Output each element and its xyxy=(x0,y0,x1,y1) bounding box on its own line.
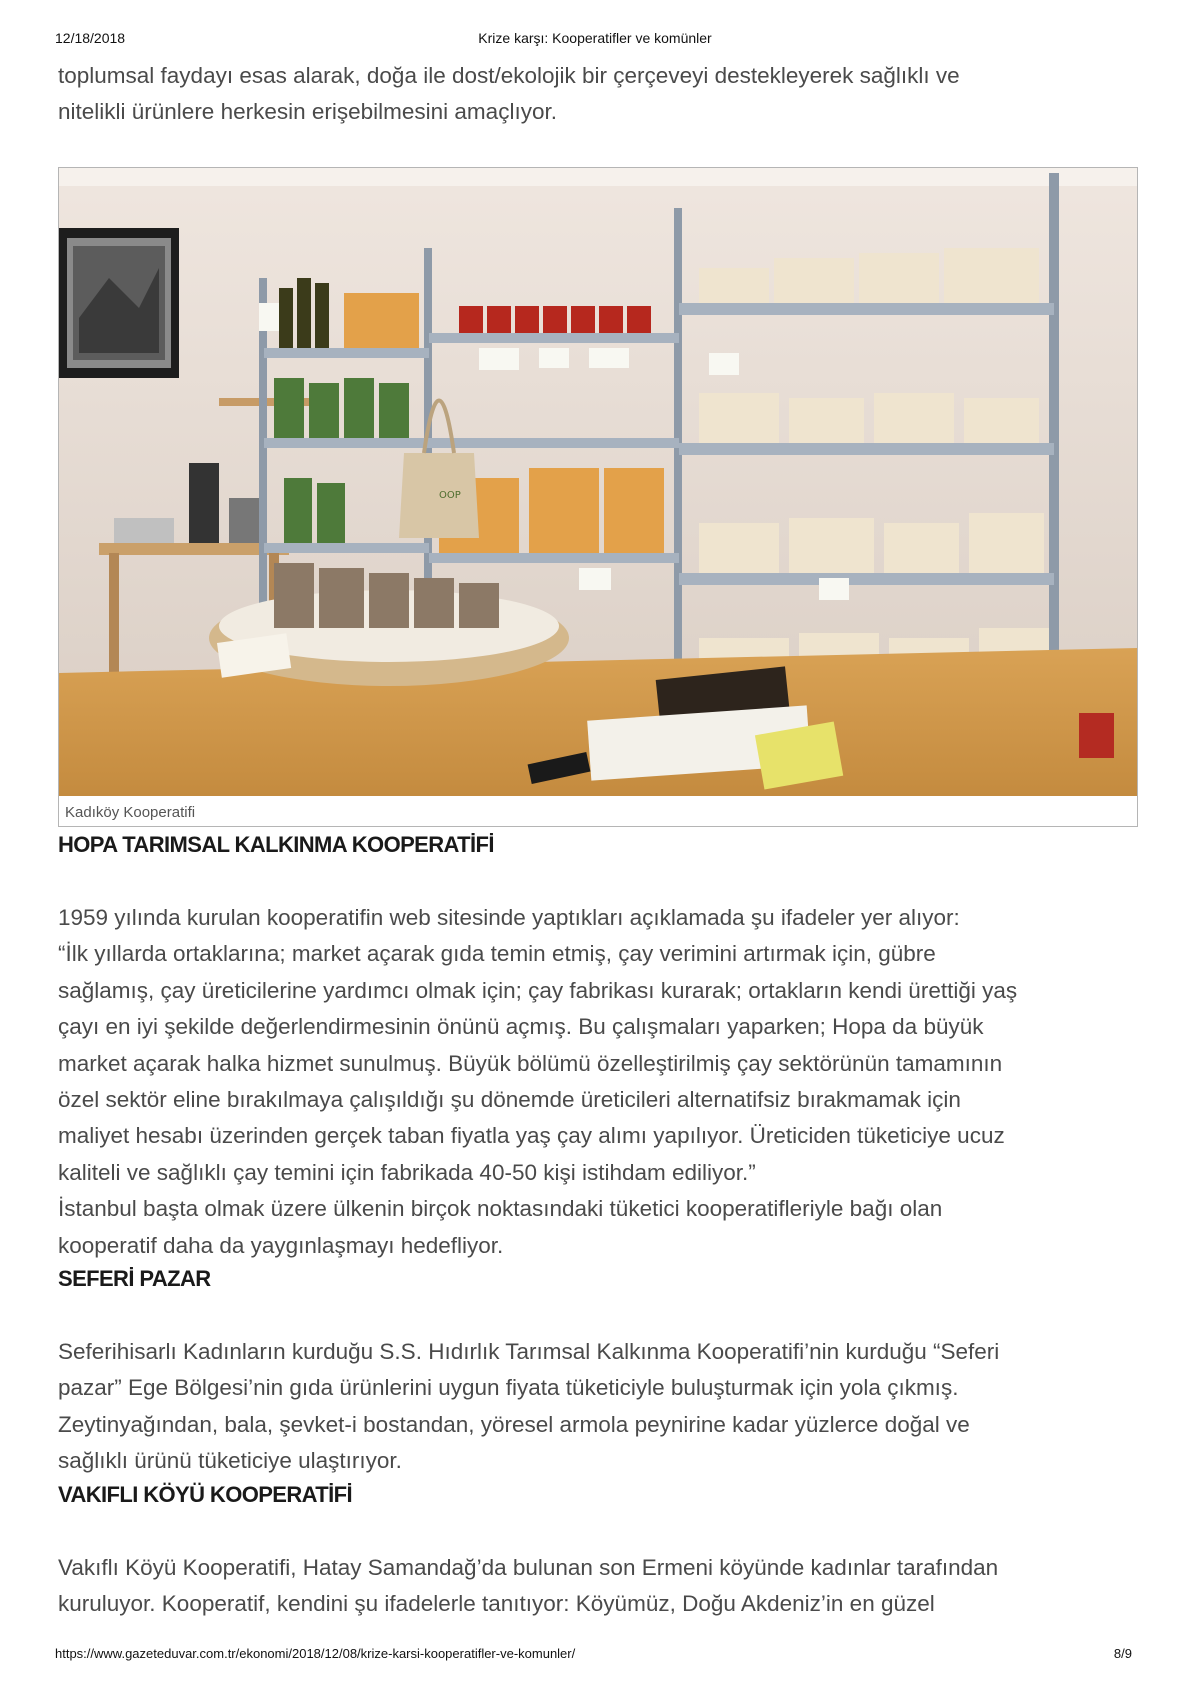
paragraph-line: market açarak halka hizmet sunulmuş. Büyük bölümü özelleştirilmiş çay sektörünün tamamının xyxy=(58,1050,1003,1076)
photo-figure xyxy=(58,167,1138,827)
paragraph-line: 1959 yılında kurulan kooperatifin web sitesinde yaptıkları açıklamada şu ifadeler yer alıyor: xyxy=(58,905,960,930)
section-heading-seferi-pazar: SEFERİ PAZAR xyxy=(58,1266,211,1292)
section-heading-hopa: HOPA TARIMSAL KALKINMA KOOPERATİFİ xyxy=(58,832,494,857)
intro-line: toplumsal faydayı esas alarak, doğa ile dost/ekolojik bir çerçeveyi destekleyerek sağlıklı ve xyxy=(58,63,960,88)
paragraph-line: sağlamış, çay üreticilerine yardımcı olmak için; çay fabrikası kurarak; ortakların kendi ürettiği yaş xyxy=(58,977,1018,1003)
paragraph-line: kooperatif daha da yaygınlaşmayı hedefliyor. xyxy=(58,1232,504,1258)
paragraph-line: maliyet hesabı üzerinden gerçek taban fiyatla yaş çay alımı yapılıyor. Üreticiden tüketiciye ucuz xyxy=(58,1123,1005,1149)
paragraph-line: Seferihisarlı Kadınların kurduğu S.S. Hıdırlık Tarımsal Kalkınma Kooperatifi’nin kurduğu “Seferi xyxy=(58,1339,1000,1365)
article-body xyxy=(58,830,1138,1623)
section-heading-vakifli: VAKIFLI KÖYÜ KOOPERATİFİ xyxy=(58,1481,353,1507)
cooperative-shop-photo xyxy=(59,168,1137,796)
paragraph-line: kaliteli ve sağlıklı çay temini için fabrikada 40-50 kişi istihdam ediliyor.” xyxy=(58,1159,756,1185)
paragraph-line: kuruluyor. Kooperatif, kendini şu ifadelerle tanıtıyor: Köyümüz, Doğu Akdeniz’in en güzel xyxy=(58,1591,935,1617)
print-url: https://www.gazeteduvar.com.tr/ekonomi/2018/12/08/krize-karsi-kooperatifler-ve-komunler/ xyxy=(55,1646,576,1661)
photo-caption: Kadıköy Kooperatifi xyxy=(65,804,196,821)
paragraph-line: Vakıflı Köyü Kooperatifi, Hatay Samandağ’da bulunan son Ermeni köyünde kadınlar tarafından xyxy=(58,1554,999,1580)
print-page-title: Krize karşı: Kooperatifler ve komünler xyxy=(478,30,712,46)
paragraph-line: “İlk yıllarda ortaklarına; market açarak gıda temin etmiş, çay verimini artırmak için, gübre xyxy=(58,941,936,967)
paragraph-line: özel sektör eline bırakılmaya çalışıldığı şu dönemde üreticileri alternatifsiz bırakmamak için xyxy=(58,1087,961,1113)
paragraph-line: İstanbul başta olmak üzere ülkenin birçok noktasındaki tüketici kooperatifleriyle bağı olan xyxy=(58,1196,943,1222)
page-number: 8/9 xyxy=(1113,1646,1132,1661)
paragraph-line: Zeytinyağından, bala, şevket-i bostandan, yöresel armola peynirine kadar yüzlerce doğal ve xyxy=(58,1411,970,1437)
paragraph-line: çayı en iyi şekilde değerlendirmesinin önünü açmış. Bu çalışmaları yaparken; Hopa da büyük xyxy=(58,1014,984,1040)
print-date: 12/18/2018 xyxy=(55,30,126,46)
tote-bag-print: OOP xyxy=(439,490,461,501)
intro-line: nitelikli ürünlere herkesin erişebilmesini amaçlıyor. xyxy=(58,99,557,125)
intro-block xyxy=(58,58,1138,131)
paragraph-line: pazar” Ege Bölgesi’nin gıda ürünlerini uygun fiyata tüketiciyle buluşturmak için yola çıkmış. xyxy=(58,1375,959,1401)
paragraph-line: sağlıklı ürünü tüketiciye ulaştırıyor. xyxy=(58,1448,402,1474)
